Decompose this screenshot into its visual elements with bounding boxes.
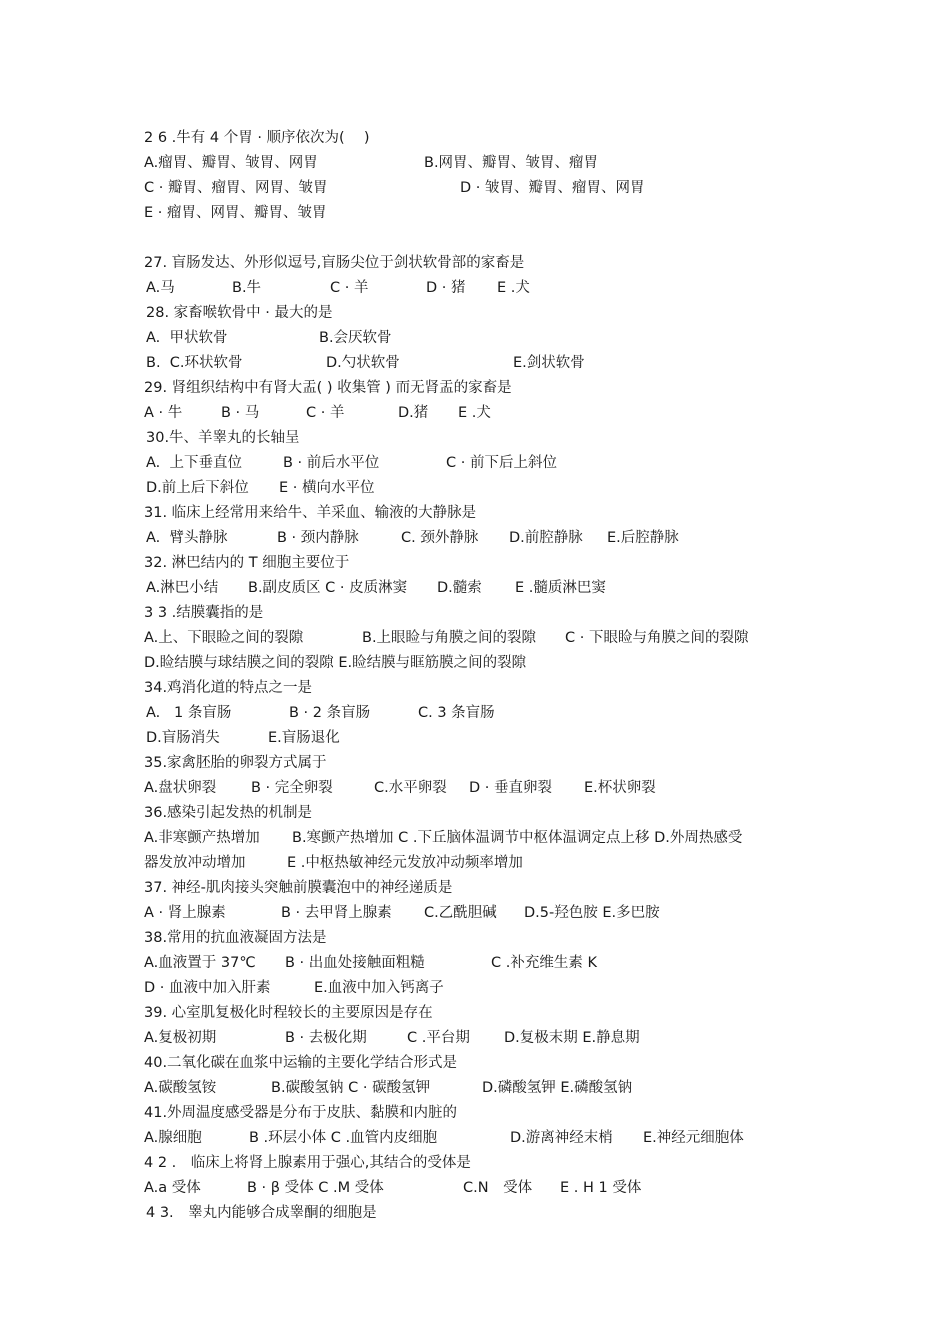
option-text: D.复极末期 E.静息期	[504, 1030, 640, 1046]
question-text: 35.家禽胚胎的卵裂方式属于	[144, 755, 327, 771]
option-text: A · 牛	[144, 405, 183, 421]
option-text: C .平台期	[407, 1030, 470, 1046]
option-text: D · 垂直卵裂	[469, 780, 552, 796]
question-line	[0, 751, 950, 776]
option-text: B.副皮质区 C · 皮质淋窦	[248, 580, 408, 596]
question-line	[0, 1101, 950, 1126]
option-text: C.水平卵裂	[374, 780, 447, 796]
option-text: E .中枢热敏神经元发放冲动频率增加	[287, 855, 523, 871]
option-line	[0, 976, 950, 1001]
option-text: A.腺细胞	[144, 1130, 202, 1146]
option-line	[0, 826, 950, 851]
option-text: A.碳酸氢铵	[144, 1080, 217, 1096]
question-text: 37. 神经-肌肉接头突触前膜囊泡中的神经递质是	[144, 880, 453, 896]
option-line	[0, 851, 950, 876]
option-text: A.非寒颤产热增加	[144, 830, 260, 846]
option-text: A.马	[146, 280, 175, 296]
question-text: 41.外周温度感受器是分布于皮肤、黏膜和内脏的	[144, 1105, 458, 1121]
option-text: E.血液中加入钙离子	[314, 980, 444, 996]
question-line	[0, 251, 950, 276]
option-text: B. C.环状软骨	[146, 355, 243, 371]
option-text: D.盲肠消失	[146, 730, 220, 746]
option-text: B · 去极化期	[285, 1030, 367, 1046]
question-line	[0, 301, 950, 326]
option-text: A.a 受体	[144, 1180, 201, 1196]
question-line	[0, 426, 950, 451]
option-line	[0, 326, 950, 351]
question-line	[0, 876, 950, 901]
option-text: A.瘤胃、瓣胃、皱胃、网胃	[144, 155, 318, 171]
option-line	[0, 201, 950, 226]
option-text: D · 皱胃、瓣胃、瘤胃、网胃	[460, 180, 645, 196]
option-line	[0, 726, 950, 751]
option-text: B · 马	[221, 405, 260, 421]
question-line	[0, 601, 950, 626]
question-text: 34.鸡消化道的特点之一是	[144, 680, 313, 696]
option-text: D.前腔静脉	[509, 530, 583, 546]
option-text: E . H 1 受体	[560, 1180, 642, 1196]
option-text: A.	[146, 705, 161, 721]
option-text: E.神经元细胞体	[643, 1130, 744, 1146]
option-text: C · 前下后上斜位	[446, 455, 557, 471]
question-text: 28. 家畜喉软骨中 · 最大的是	[146, 305, 333, 321]
option-text: E.杯状卵裂	[584, 780, 656, 796]
option-text: E .犬	[458, 405, 491, 421]
question-text: 30.牛、羊睾丸的长轴呈	[146, 430, 300, 446]
option-text: C · 羊	[306, 405, 345, 421]
option-line	[0, 1076, 950, 1101]
option-text: E · 瘤胃、网胃、瓣胃、皱胃	[144, 205, 327, 221]
option-text: A.血液置于 37℃	[144, 955, 256, 971]
question-line	[0, 1201, 950, 1226]
question-text: 36.感染引起发热的机制是	[144, 805, 313, 821]
option-line	[0, 176, 950, 201]
option-text: B.会厌软骨	[319, 330, 392, 346]
option-text: D.猪	[398, 405, 429, 421]
option-text: C.N 受体	[463, 1180, 533, 1196]
option-text: B.牛	[232, 280, 262, 296]
option-text: A · 肾上腺素	[144, 905, 226, 921]
option-text: C · 下眼睑与角膜之间的裂隙	[565, 630, 749, 646]
option-text: E.剑状软骨	[513, 355, 585, 371]
option-line	[0, 1126, 950, 1151]
question-text: 29. 肾组织结构中有肾大盂( ) 收集管 ) 而无肾盂的家畜是	[144, 380, 512, 396]
option-text: B.寒颤产热增加 C .下丘脑体温调节中枢体温调定点上移 D.外周热感受	[292, 830, 743, 846]
question-text: 38.常用的抗血液凝固方法是	[144, 930, 327, 946]
option-line	[0, 1176, 950, 1201]
question-line	[0, 1151, 950, 1176]
option-text: D · 血液中加入肝素	[144, 980, 271, 996]
option-text: E · 横向水平位	[279, 480, 375, 496]
question-line	[0, 376, 950, 401]
option-text: B.碳酸氢钠 C · 碳酸氢钾	[271, 1080, 431, 1096]
option-text: B .环层小体 C .血管内皮细胞	[249, 1130, 438, 1146]
question-line	[0, 801, 950, 826]
question-text: 4 3. 睾丸内能够合成睾酮的细胞是	[146, 1205, 377, 1221]
option-text: C. 颈外静脉	[401, 530, 479, 546]
question-line	[0, 926, 950, 951]
option-line	[0, 351, 950, 376]
question-text: 2 6 .牛有 4 个胃 · 顺序依次为( )	[144, 130, 370, 146]
option-text: C .补充维生素 K	[491, 955, 597, 971]
option-text: D.前上后下斜位	[146, 480, 249, 496]
option-text: A.盘状卵裂	[144, 780, 217, 796]
option-text: A.淋巴小结	[146, 580, 219, 596]
option-text: A. 上下垂直位	[146, 455, 242, 471]
option-line	[0, 776, 950, 801]
option-text: E.盲肠退化	[268, 730, 340, 746]
option-text: D.髓索	[437, 580, 482, 596]
question-text: 39. 心室肌复极化时程较长的主要原因是存在	[144, 1005, 433, 1021]
option-line	[0, 151, 950, 176]
option-text: A.上、下眼睑之间的裂隙	[144, 630, 304, 646]
option-line	[0, 701, 950, 726]
option-line	[0, 651, 950, 676]
option-text: B · 出血处接触面粗糙	[285, 955, 425, 971]
option-text: B · β 受体 C .M 受体	[247, 1180, 384, 1196]
option-text: B · 完全卵裂	[251, 780, 333, 796]
option-text: C.乙酰胆碱	[424, 905, 497, 921]
option-text: C · 瓣胃、瘤胃、网胃、皱胃	[144, 180, 328, 196]
option-text: B.网胃、瓣胃、皱胃、瘤胃	[424, 155, 599, 171]
question-text: 27. 盲肠发达、外形似逗号,盲肠尖位于剑状软骨部的家畜是	[144, 255, 525, 271]
question-line	[0, 1001, 950, 1026]
option-text: A.复极初期	[144, 1030, 217, 1046]
question-line	[0, 1051, 950, 1076]
question-text: 31. 临床上经常用来给牛、羊采血、输液的大静脉是	[144, 505, 477, 521]
option-text: E.后腔静脉	[607, 530, 679, 546]
option-line	[0, 476, 950, 501]
question-text: 40.二氧化碳在血浆中运输的主要化学结合形式是	[144, 1055, 458, 1071]
option-text: D.磷酸氢钾 E.磷酸氢钠	[482, 1080, 633, 1096]
option-text: D.5-羟色胺 E.多巴胺	[524, 905, 660, 921]
question-line	[0, 501, 950, 526]
option-text: B · 2 条盲肠	[289, 705, 371, 721]
question-text: 32. 淋巴结内的 T 细胞主要位于	[144, 555, 350, 571]
option-line	[0, 901, 950, 926]
option-text: C. 3 条盲肠	[418, 705, 495, 721]
option-line	[0, 401, 950, 426]
option-text: D.睑结膜与球结膜之间的裂隙 E.睑结膜与眶筋膜之间的裂隙	[144, 655, 527, 671]
option-line	[0, 276, 950, 301]
option-text: C · 羊	[330, 280, 369, 296]
option-text: A. 甲状软骨	[146, 330, 228, 346]
option-text: A. 臂头静脉	[146, 530, 228, 546]
option-text: 1 条盲肠	[174, 705, 232, 721]
option-line	[0, 576, 950, 601]
question-text: 4 2 . 临床上将肾上腺素用于强心,其结合的受体是	[144, 1155, 471, 1171]
option-text: E .髓质淋巴窦	[515, 580, 606, 596]
option-line	[0, 526, 950, 551]
option-line	[0, 1026, 950, 1051]
option-text: B.上眼睑与角膜之间的裂隙	[362, 630, 537, 646]
option-text: D.游离神经末梢	[510, 1130, 613, 1146]
question-line	[0, 551, 950, 576]
option-text: E .犬	[497, 280, 530, 296]
option-text: D · 猪	[426, 280, 466, 296]
option-text: B · 去甲肾上腺素	[281, 905, 392, 921]
option-text: D.勺状软骨	[326, 355, 400, 371]
option-text: B · 前后水平位	[283, 455, 380, 471]
option-line	[0, 951, 950, 976]
option-text: B · 颈内静脉	[277, 530, 359, 546]
question-text: 3 3 .结膜囊指的是	[144, 605, 264, 621]
option-line	[0, 451, 950, 476]
question-line	[0, 126, 950, 151]
option-line	[0, 626, 950, 651]
question-line	[0, 676, 950, 701]
option-text: 器发放冲动增加	[144, 855, 246, 871]
